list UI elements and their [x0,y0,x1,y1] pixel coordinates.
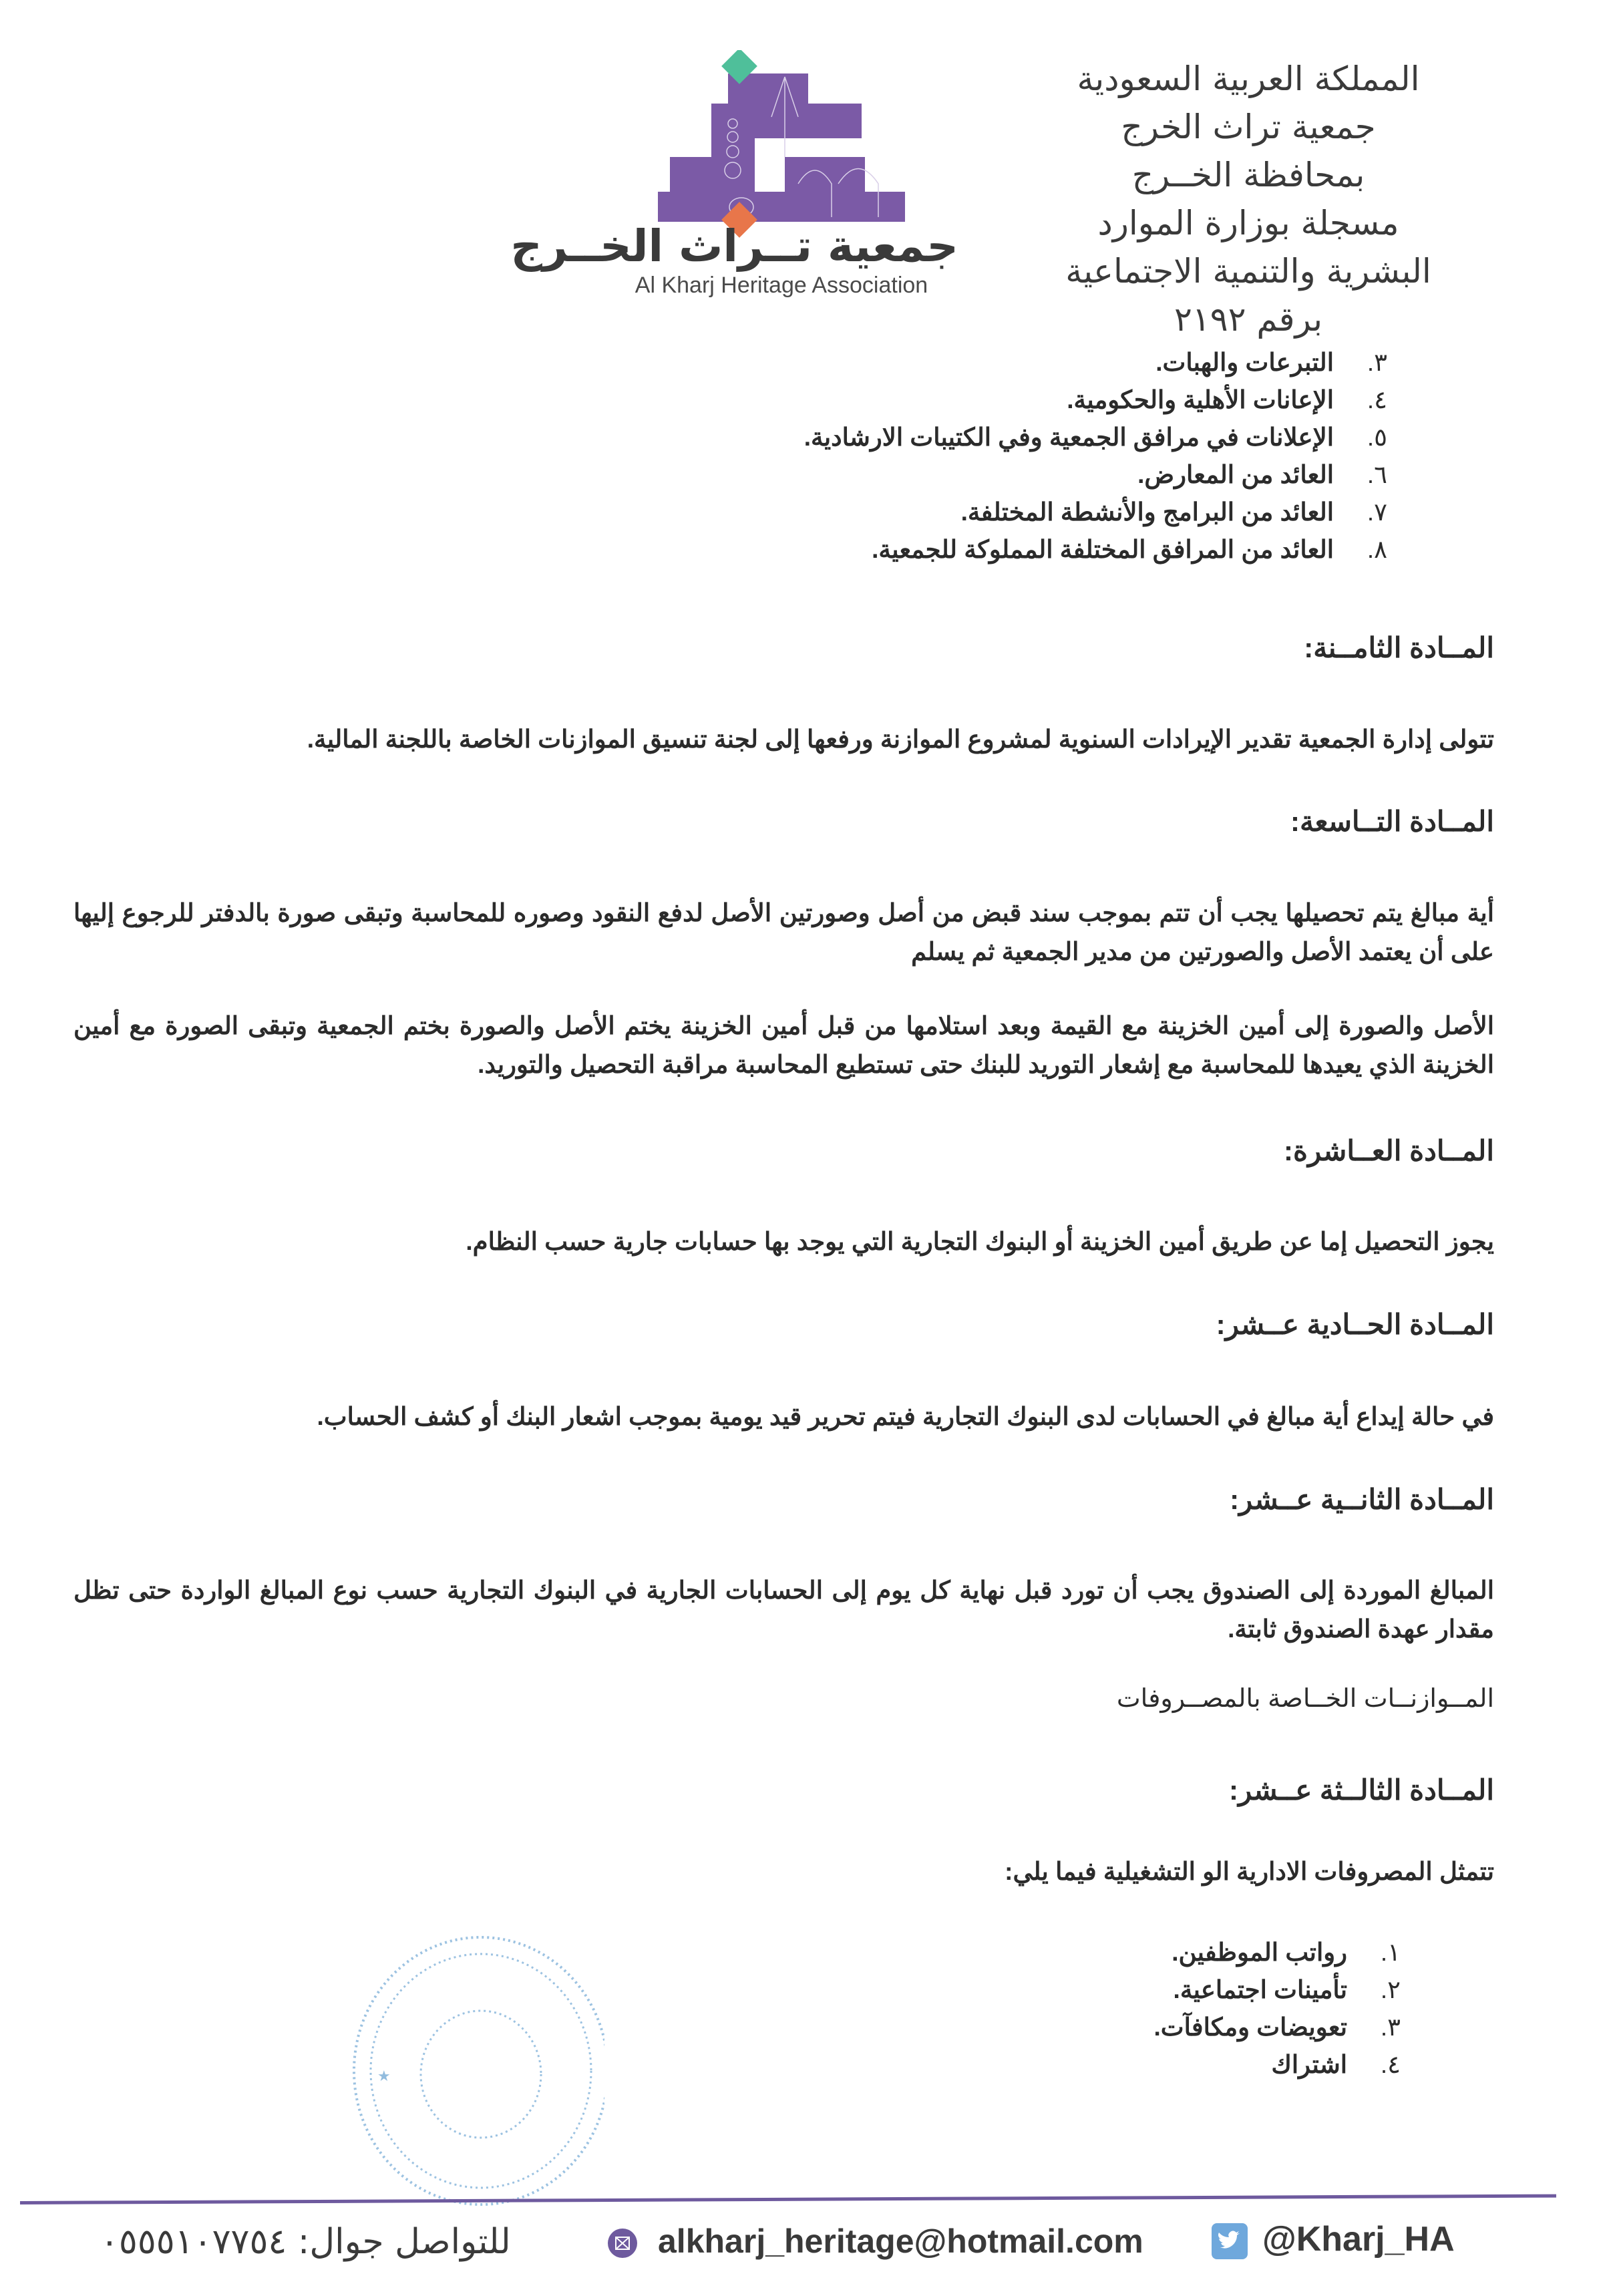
list-item [1154,1971,1401,2009]
footer [0,2217,1609,2277]
list-item [804,494,1387,531]
list-number: ٤. [1367,386,1387,414]
letterhead-line-governorate: بمحافظة الخــرج [1131,156,1365,194]
expenses-section-title: المــوازنــات الخــاصة بالمصــروفات [1116,1685,1494,1713]
logo-arabic-name: جمعية تــراث الخــرج [510,220,958,272]
list-text: العائد من البرامج والأنشطة المختلفة. [960,498,1334,526]
article-9-heading: المــادة التــاسعة: [1290,806,1494,837]
list-text: الإعلانات في مرافق الجمعية وفي الكتيبات الارشادية. [803,424,1334,451]
article-13-intro: تتمثل المصروفات الادارية الو التشغيلية فيما يلي: [1005,1858,1494,1885]
footer-twitter-link[interactable]: @Kharj_HA [1262,2220,1455,2259]
email-icon [608,2229,637,2258]
article-8-heading: المــادة الثامــنة: [1304,632,1494,663]
list-number: ٣. [1380,2013,1401,2041]
list-number: ٧. [1367,498,1387,526]
footer-divider [20,2194,1556,2204]
list-item [1154,2046,1401,2084]
list-number: ٤. [1380,2051,1401,2078]
logo-english-name: Al Kharj Heritage Association [635,273,928,298]
article-8-text: تتولى إدارة الجمعية تقدير الإيرادات السنوية لمشروع الموازنة ورفعها إلى لجنة تنسيق الموازنات الخاصة باللجنة المالية. [307,725,1494,753]
list-item [804,419,1387,456]
footer-phone: للتواصل جوال: ٠٥٥٥١٠٧٧٥٤ [100,2222,511,2262]
list-text: التبرعات والهبات. [1155,349,1334,376]
list-number: ٥. [1367,424,1387,451]
list-number: ٢. [1380,1976,1401,2003]
list-number: ٦. [1367,461,1387,488]
list-text: العائد من المعارض. [1137,461,1334,488]
twitter-icon [1212,2223,1248,2259]
article-12-heading: المــادة الثانــية عــشر: [1230,1484,1494,1515]
list-text: تأمينات اجتماعية. [1173,1976,1347,2003]
article-9-text-2: الأصل والصورة إلى أمين الخزينة مع القيمة وبعد استلامها من قبل أمين الخزينة يختم الأصل والصورة بختم الجمعية وتبقى الصورة مع أمين الخزينة الذي يعيدها للمحاسبة مع إشعار التوريد للبنك حتى تستطيع المحاسبة مراقبة التحصيل والتوريد. [73,1012,1494,1078]
list-text: رواتب الموظفين. [1172,1939,1347,1966]
list-item [804,344,1387,381]
list-text: تعويضات ومكافآت. [1153,2013,1347,2041]
letterhead-line-association: جمعية تراث الخرج [1121,108,1376,146]
letterhead-line-reg-number: برقم ٢١٩٢ [1174,300,1322,339]
list-text: اشتراك [1271,2051,1347,2078]
article-10-text: يجوز التحصيل إما عن طريق أمين الخزينة أو البنوك التجارية التي يوجد بها حسابات جارية حسب النظام. [466,1228,1494,1255]
article-11-text: في حالة إيداع أية مبالغ في الحسابات لدى البنوك التجارية فيتم تحرير قيد يومية بموجب اشعار البنك أو كشف الحساب. [317,1403,1494,1430]
list-number: ٣. [1367,349,1387,376]
letterhead [974,55,1522,343]
list-item [1154,1934,1401,1971]
footer-email-link[interactable]: alkharj_heritage@hotmail.com [658,2223,1143,2260]
article-9-text-1: أية مبالغ يتم تحصيلها يجب أن تتم بموجب سند قبض من أصل وصورتين الأصل لدفع النقود وصوره للمحاسبة وتبقى صورة بالدفتر للرجوع إليها على أن يعتمد الأصل والصورتين من مدير الجمعية ثم يسلم [73,899,1494,965]
list-text: العائد من المرافق المختلفة المملوكة للجمعية. [872,536,1334,563]
article-12-text: المبالغ الموردة إلى الصندوق يجب أن تورد قبل نهاية كل يوم إلى الحسابات الجارية في البنوك التجارية حسب نوع المبالغ الواردة حتى تظل مقدار عهدة الصندوق ثابتة. [73,1577,1494,1643]
list-item [804,531,1387,568]
list-text: الإعانات الأهلية والحكومية. [1067,386,1334,414]
letterhead-line-ministry: البشرية والتنمية الاجتماعية [1065,252,1431,291]
article-13-heading: المــادة الثالــثة عــشر: [1228,1774,1494,1806]
list-item [804,381,1387,419]
svg-text:★: ★ [377,2068,391,2085]
article-11-heading: المــادة الحــادية عــشر: [1216,1309,1494,1340]
expenses-list [1154,1934,1401,2084]
official-stamp-icon [337,1931,604,2211]
article-10-heading: المــادة العــاشرة: [1283,1135,1494,1166]
list-number: ٨. [1367,536,1387,563]
letterhead-line-kingdom: المملكة العربية السعودية [1077,59,1420,98]
list-item [804,456,1387,494]
list-number: ١. [1380,1939,1401,1966]
letterhead-line-registered: مسجلة بوزارة الموارد [1097,204,1399,242]
revenue-list [804,344,1387,568]
list-item [1154,2009,1401,2046]
